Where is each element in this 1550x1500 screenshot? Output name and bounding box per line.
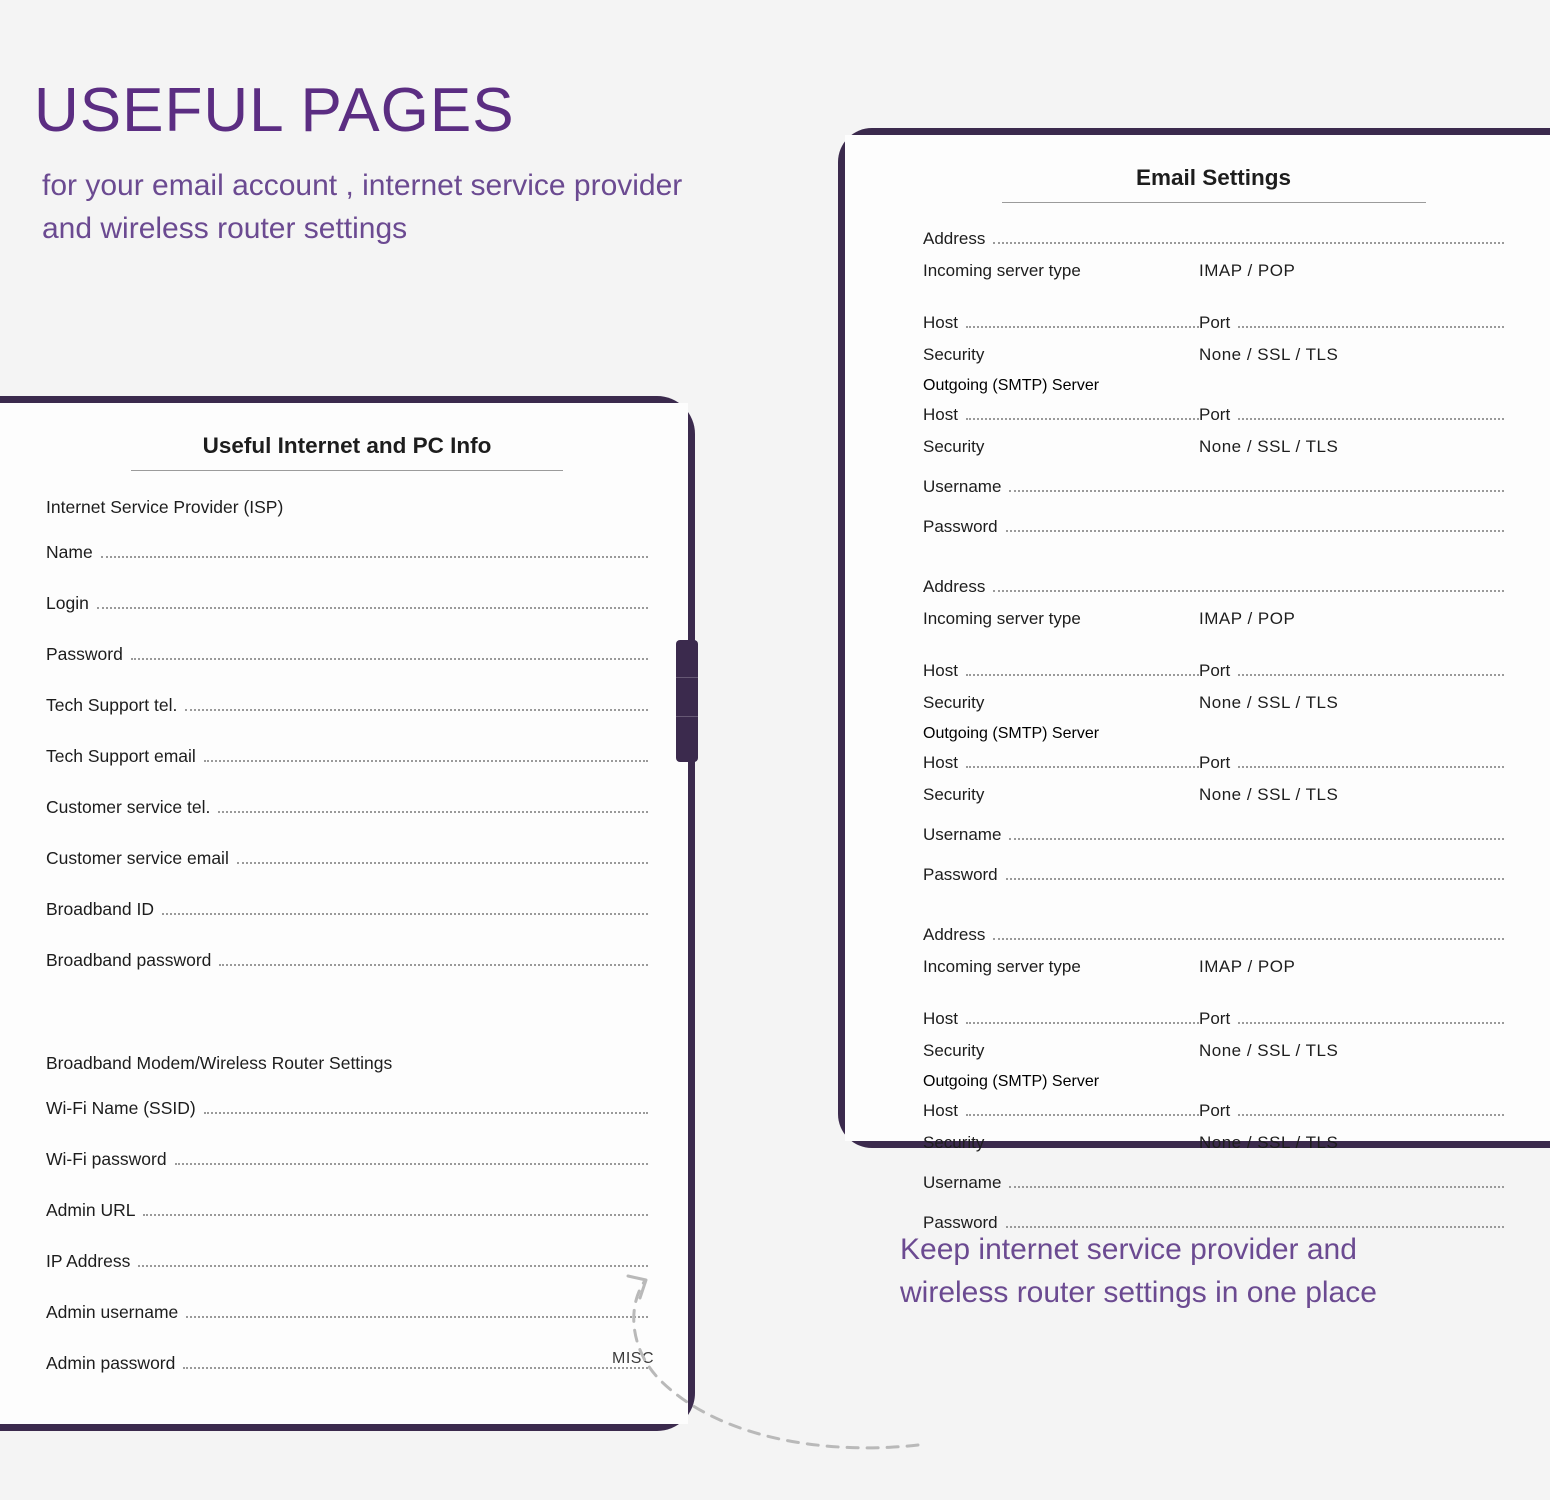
router-field-row[interactable] — [46, 1098, 648, 1119]
write-in-line[interactable] — [1006, 530, 1504, 532]
page-footer-label: MISC — [612, 1350, 654, 1367]
write-in-line[interactable] — [1006, 878, 1504, 880]
field-label: Host — [923, 1101, 958, 1120]
write-in-line[interactable] — [143, 1214, 648, 1216]
host-port-row[interactable] — [923, 313, 1504, 333]
write-in-line[interactable] — [175, 1163, 648, 1165]
internet-info-page — [0, 403, 688, 1424]
right-cell[interactable] — [1199, 693, 1504, 713]
spacer — [923, 509, 1504, 517]
option-choices[interactable]: None / SSL / TLS — [1199, 1041, 1339, 1060]
field-label: Host — [923, 1009, 958, 1028]
isp-field-row[interactable] — [46, 899, 648, 920]
field-label: Username — [923, 477, 1002, 496]
incoming-security-row[interactable] — [923, 1041, 1504, 1061]
option-choices[interactable]: None / SSL / TLS — [1199, 1133, 1339, 1152]
field-label: Login — [46, 593, 89, 613]
elastic-band — [676, 640, 698, 762]
field-label: Incoming server type — [923, 261, 1081, 280]
isp-field-row[interactable] — [46, 542, 648, 563]
page-title: USEFUL PAGES — [34, 76, 515, 145]
write-in-line[interactable] — [218, 811, 648, 813]
password-row[interactable] — [923, 517, 1504, 537]
host-port-row[interactable] — [923, 753, 1504, 773]
write-in-line[interactable] — [993, 590, 1504, 592]
left-cell — [923, 1041, 1199, 1061]
block-gap — [923, 549, 1504, 577]
left-cell — [923, 957, 1199, 977]
isp-field-row[interactable] — [46, 950, 648, 971]
port-cell[interactable] — [1199, 753, 1504, 773]
incoming-server-type-row[interactable] — [923, 609, 1504, 629]
incoming-security-row[interactable] — [923, 345, 1504, 365]
isp-field-row[interactable] — [46, 644, 648, 665]
field-label: Security — [923, 437, 985, 456]
field-label: Broadband ID — [46, 899, 154, 919]
left-cell — [923, 437, 1199, 457]
left-cell — [923, 785, 1199, 805]
spacer — [923, 817, 1504, 825]
write-in-line[interactable] — [1238, 1114, 1504, 1116]
username-row[interactable] — [923, 477, 1504, 497]
host-port-row[interactable] — [923, 661, 1504, 681]
field-label: Tech Support tel. — [46, 695, 178, 715]
address-row[interactable] — [923, 577, 1504, 597]
write-in-line[interactable] — [204, 1112, 648, 1114]
outgoing-heading: Outgoing (SMTP) Server — [923, 377, 1100, 394]
isp-field-row[interactable] — [46, 797, 648, 818]
field-label: Address — [923, 229, 986, 248]
notebook-email-settings — [838, 128, 1550, 1232]
spacer — [923, 1165, 1504, 1173]
host-port-row[interactable] — [923, 1101, 1504, 1121]
write-in-line[interactable] — [993, 242, 1504, 244]
field-label: Port — [1199, 313, 1231, 332]
field-label: Security — [923, 345, 985, 364]
host-cell[interactable] — [923, 405, 1199, 425]
password-row[interactable] — [923, 865, 1504, 885]
field-label: Host — [923, 405, 958, 424]
outgoing-heading: Outgoing (SMTP) Server — [923, 725, 1100, 742]
port-cell[interactable] — [1199, 1009, 1504, 1029]
right-cell[interactable] — [1199, 609, 1504, 629]
spacer — [923, 395, 1504, 405]
write-in-line[interactable] — [183, 1367, 648, 1369]
headline-block — [34, 78, 734, 251]
write-in-line[interactable] — [1238, 674, 1504, 676]
username-row[interactable] — [923, 825, 1504, 845]
write-in-line[interactable] — [966, 1114, 1199, 1116]
email-account-block — [923, 925, 1504, 1233]
write-in-line[interactable] — [993, 938, 1504, 940]
field-label: Wi-Fi password — [46, 1149, 167, 1169]
write-in-line[interactable] — [966, 326, 1199, 328]
field-label: IP Address — [46, 1251, 131, 1271]
field-label: Incoming server type — [923, 609, 1081, 628]
field-label: Host — [923, 661, 958, 680]
option-choices[interactable]: None / SSL / TLS — [1199, 345, 1339, 364]
router-field-list — [46, 1098, 648, 1374]
outgoing-security-row[interactable] — [923, 1133, 1504, 1153]
field-label: Security — [923, 1133, 985, 1152]
spacer — [923, 1205, 1504, 1213]
write-in-line[interactable] — [966, 418, 1199, 420]
field-label: Admin password — [46, 1353, 176, 1373]
field-label: Customer service email — [46, 848, 229, 868]
write-in-line[interactable] — [1238, 766, 1504, 768]
outgoing-security-row[interactable] — [923, 785, 1504, 805]
field-label: Name — [46, 542, 93, 562]
host-cell[interactable] — [923, 1009, 1199, 1029]
spacer — [923, 641, 1504, 661]
option-choices[interactable]: None / SSL / TLS — [1199, 693, 1339, 712]
address-row[interactable] — [923, 925, 1504, 945]
email-account-block — [923, 229, 1504, 537]
router-field-row[interactable] — [46, 1302, 648, 1323]
field-label: Port — [1199, 405, 1231, 424]
address-row[interactable] — [923, 229, 1504, 249]
email-settings-blocks — [923, 229, 1504, 1233]
write-in-line[interactable] — [1238, 1022, 1504, 1024]
write-in-line[interactable] — [966, 674, 1199, 676]
spacer — [923, 857, 1504, 865]
router-field-row[interactable] — [46, 1149, 648, 1170]
spacer — [923, 989, 1504, 1009]
isp-section-heading: Internet Service Provider (ISP) — [46, 497, 284, 517]
write-in-line[interactable] — [1009, 838, 1504, 840]
field-label: Security — [923, 693, 985, 712]
incoming-server-type-row[interactable] — [923, 957, 1504, 977]
field-label: Tech Support email — [46, 746, 196, 766]
write-in-line[interactable] — [185, 709, 648, 711]
field-label: Password — [923, 517, 998, 536]
write-in-line[interactable] — [1238, 418, 1504, 420]
internet-info-title: Useful Internet and PC Info — [202, 433, 492, 458]
left-cell — [923, 261, 1199, 281]
email-account-block — [923, 577, 1504, 885]
field-label: Port — [1199, 1009, 1231, 1028]
headline-subtitle: for your email account , internet service provider and wireless router settings — [42, 169, 683, 245]
left-cell — [923, 693, 1199, 713]
right-cell[interactable] — [1199, 345, 1504, 365]
isp-field-list — [46, 542, 648, 971]
right-cell[interactable] — [1199, 1133, 1504, 1153]
field-label: Username — [923, 825, 1002, 844]
host-cell[interactable] — [923, 753, 1199, 773]
field-label: Address — [923, 925, 986, 944]
router-section-heading: Broadband Modem/Wireless Router Settings — [46, 1053, 393, 1073]
port-cell[interactable] — [1199, 405, 1504, 425]
write-in-line[interactable] — [162, 913, 648, 915]
write-in-line[interactable] — [97, 607, 648, 609]
router-field-row[interactable] — [46, 1200, 648, 1221]
field-label: Password — [923, 1213, 998, 1232]
field-label: Password — [46, 644, 123, 664]
spacer — [923, 743, 1504, 753]
write-in-line[interactable] — [138, 1265, 648, 1267]
write-in-line[interactable] — [966, 1022, 1199, 1024]
field-label: Port — [1199, 661, 1231, 680]
block-gap — [923, 897, 1504, 925]
email-settings-page — [845, 135, 1550, 1232]
port-cell[interactable] — [1199, 661, 1504, 681]
isp-field-row[interactable] — [46, 695, 648, 716]
field-label: Broadband password — [46, 950, 212, 970]
write-in-line[interactable] — [966, 766, 1199, 768]
write-in-line[interactable] — [101, 556, 648, 558]
write-in-line[interactable] — [1009, 490, 1504, 492]
host-cell[interactable] — [923, 313, 1199, 333]
write-in-line[interactable] — [186, 1316, 648, 1318]
notebook-internet-info — [0, 396, 695, 1431]
field-label: Port — [1199, 1101, 1231, 1120]
write-in-line[interactable] — [219, 964, 648, 966]
host-port-row[interactable] — [923, 405, 1504, 425]
field-label: Admin URL — [46, 1200, 136, 1220]
title-divider — [1002, 202, 1426, 203]
option-choices[interactable]: None / SSL / TLS — [1199, 437, 1339, 456]
field-label: Customer service tel. — [46, 797, 211, 817]
field-label: Incoming server type — [923, 957, 1081, 976]
right-cell[interactable] — [1199, 785, 1504, 805]
option-choices[interactable]: IMAP / POP — [1199, 609, 1296, 628]
callout-text: Keep internet service provider and wireless router settings in one place — [900, 1233, 1377, 1310]
outgoing-security-row[interactable] — [923, 437, 1504, 457]
field-label: Username — [923, 1173, 1002, 1192]
field-label: Wi-Fi Name (SSID) — [46, 1098, 196, 1118]
host-cell[interactable] — [923, 661, 1199, 681]
field-label: Host — [923, 313, 958, 332]
right-cell[interactable] — [1199, 261, 1504, 281]
write-in-line[interactable] — [237, 862, 648, 864]
isp-field-row[interactable] — [46, 593, 648, 614]
field-label: Port — [1199, 753, 1231, 772]
field-label: Security — [923, 785, 985, 804]
section-gap — [46, 1001, 648, 1053]
right-cell[interactable] — [1199, 957, 1504, 977]
field-label: Admin username — [46, 1302, 179, 1322]
write-in-line[interactable] — [1009, 1186, 1504, 1188]
right-cell[interactable] — [1199, 437, 1504, 457]
username-row[interactable] — [923, 1173, 1504, 1193]
isp-field-row[interactable] — [46, 848, 648, 869]
isp-field-row[interactable] — [46, 746, 648, 767]
incoming-security-row[interactable] — [923, 693, 1504, 713]
option-choices[interactable]: IMAP / POP — [1199, 957, 1296, 976]
field-label: Host — [923, 753, 958, 772]
left-cell — [923, 609, 1199, 629]
port-cell[interactable] — [1199, 1101, 1504, 1121]
field-label: Address — [923, 577, 986, 596]
spacer — [923, 1091, 1504, 1101]
write-in-line[interactable] — [204, 760, 648, 762]
option-choices[interactable]: IMAP / POP — [1199, 261, 1296, 280]
spacer — [923, 293, 1504, 313]
incoming-server-type-row[interactable] — [923, 261, 1504, 281]
title-divider — [131, 470, 563, 471]
spacer — [923, 469, 1504, 477]
host-cell[interactable] — [923, 1101, 1199, 1121]
field-label: Security — [923, 1041, 985, 1060]
outgoing-heading: Outgoing (SMTP) Server — [923, 1073, 1100, 1090]
field-label: Password — [923, 865, 998, 884]
host-port-row[interactable] — [923, 1009, 1504, 1029]
right-cell[interactable] — [1199, 1041, 1504, 1061]
port-cell[interactable] — [1199, 313, 1504, 333]
router-field-row[interactable] — [46, 1251, 648, 1272]
left-cell — [923, 1133, 1199, 1153]
write-in-line[interactable] — [131, 658, 648, 660]
option-choices[interactable]: None / SSL / TLS — [1199, 785, 1339, 804]
left-cell — [923, 345, 1199, 365]
email-settings-title: Email Settings — [1135, 165, 1292, 190]
router-field-row[interactable] — [46, 1353, 648, 1374]
write-in-line[interactable] — [1238, 326, 1504, 328]
